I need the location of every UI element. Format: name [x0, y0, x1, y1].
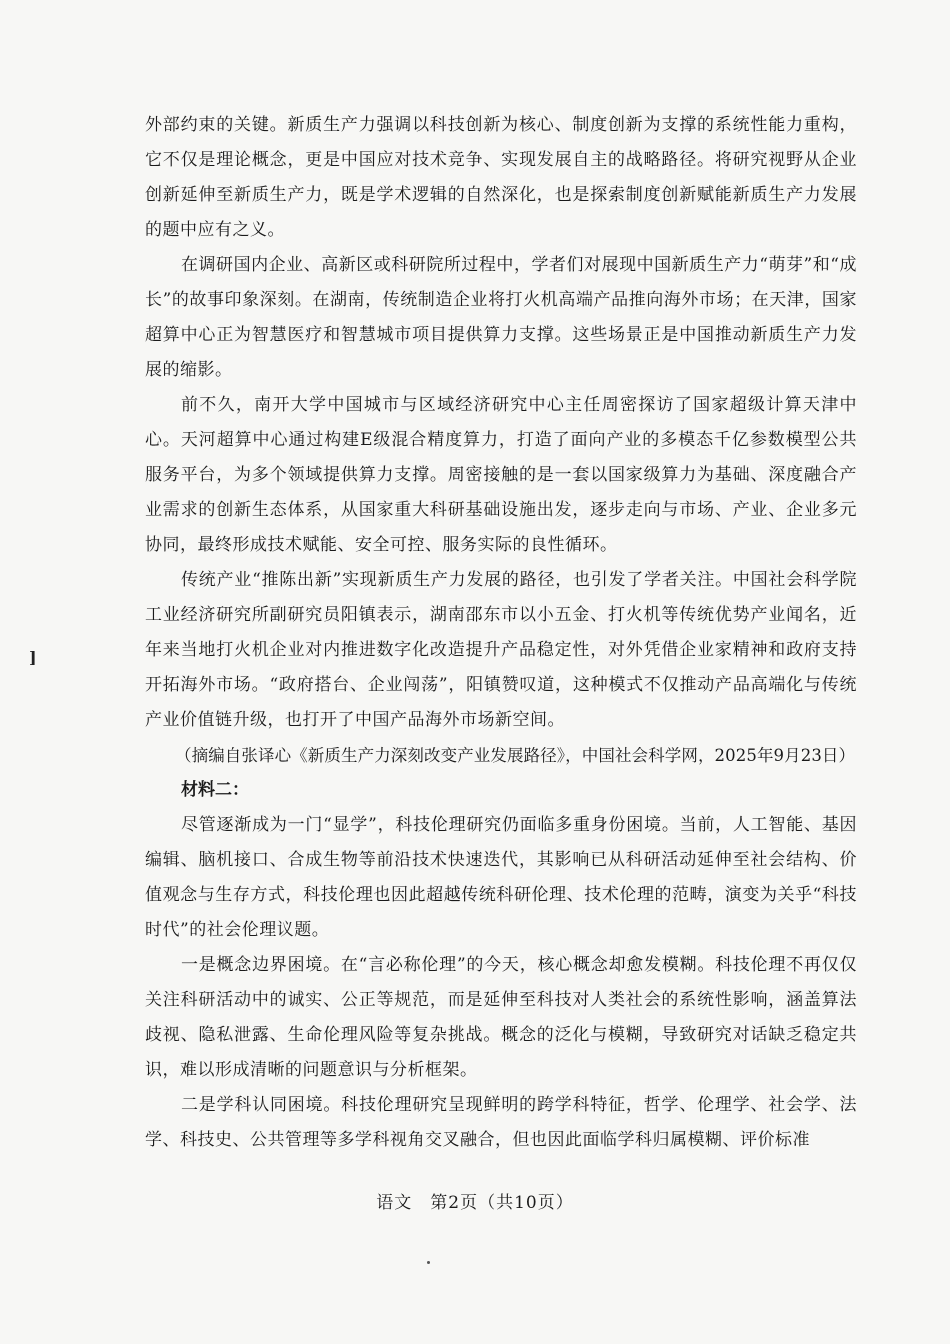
section-heading: 材料二：: [181, 780, 249, 800]
paragraph-4: 传统产业“推陈出新”实现新质生产力发展的路径，也引发了学者关注。中国社会科学院工业经济研究所副研究员阳镇表示，湖南邵东市以小五金、打火机等传统优势产业闻名，近年来当地打火机企业对内推进数字化改造提升产品稳定性，对外凭借企业家精神和政府支持开拓海外市场。“政府搭台、企业闯荡”，阳镇赞叹道，这种模式不仅推动产品高端化与传统产业价值链升级，也打开了中国产品海外市场新空间。: [145, 570, 857, 730]
paragraph-5: 尽管逐渐成为一门“显学”，科技伦理研究仍面临多重身份困境。当前，人工智能、基因编辑、脑机接口、合成生物等前沿技术快速迭代，其影响已从科研活动延伸至社会结构、价值观念与生存方式，科技伦理也因此超越传统科研伦理、技术伦理的范畴，演变为关乎“科技时代”的社会伦理议题。: [145, 815, 857, 940]
page-footer: 语文 第2页（共10页）: [376, 1193, 574, 1213]
page-content: [145, 108, 857, 1158]
paragraph-7: 二是学科认同困境。科技伦理研究呈现鲜明的跨学科特征，哲学、伦理学、社会学、法学、科技史、公共管理等多学科视角交叉融合，但也因此面临学科归属模糊、评价标准: [145, 1095, 857, 1150]
paragraph-2: 在调研国内企业、高新区或科研院所过程中，学者们对展现中国新质生产力“萌芽”和“成长”的故事印象深刻。在湖南，传统制造企业将打火机高端产品推向海外市场；在天津，国家超算中心正为智慧医疗和智慧城市项目提供算力支撑。这些场景正是中国推动新质生产力发展的缩影。: [145, 255, 857, 380]
source-citation: （摘编自张译心《新质生产力深刻改变产业发展路径》，中国社会科学网，2025年9月23日）: [175, 746, 856, 765]
paragraph-1: 外部约束的关键。新质生产力强调以科技创新为核心、制度创新为支撑的系统性能力重构，它不仅是理论概念，更是中国应对技术竞争、实现发展自主的战略路径。将研究视野从企业创新延伸至新质生产力，既是学术逻辑的自然深化，也是探索制度创新赋能新质生产力发展的题中应有之义。: [145, 115, 857, 240]
scan-speck: [427, 1261, 430, 1264]
margin-bracket-mark: ]: [29, 648, 37, 667]
paragraph-3: 前不久，南开大学中国城市与区域经济研究中心主任周密探访了国家超级计算天津中心。天河超算中心通过构建E级混合精度算力，打造了面向产业的多模态千亿参数模型公共服务平台，为多个领域提供算力支撑。周密接触的是一套以国家级算力为基础、深度融合产业需求的创新生态体系，从国家重大科研基础设施出发，逐步走向与市场、产业、企业多元协同，最终形成技术赋能、安全可控、服务实际的良性循环。: [145, 395, 857, 555]
paragraph-6: 一是概念边界困境。在“言必称伦理”的今天，核心概念却愈发模糊。科技伦理不再仅仅关注科研活动中的诚实、公正等规范，而是延伸至科技对人类社会的系统性影响，涵盖算法歧视、隐私泄露、生命伦理风险等复杂挑战。概念的泛化与模糊，导致研究对话缺乏稳定共识，难以形成清晰的问题意识与分析框架。: [145, 955, 857, 1080]
